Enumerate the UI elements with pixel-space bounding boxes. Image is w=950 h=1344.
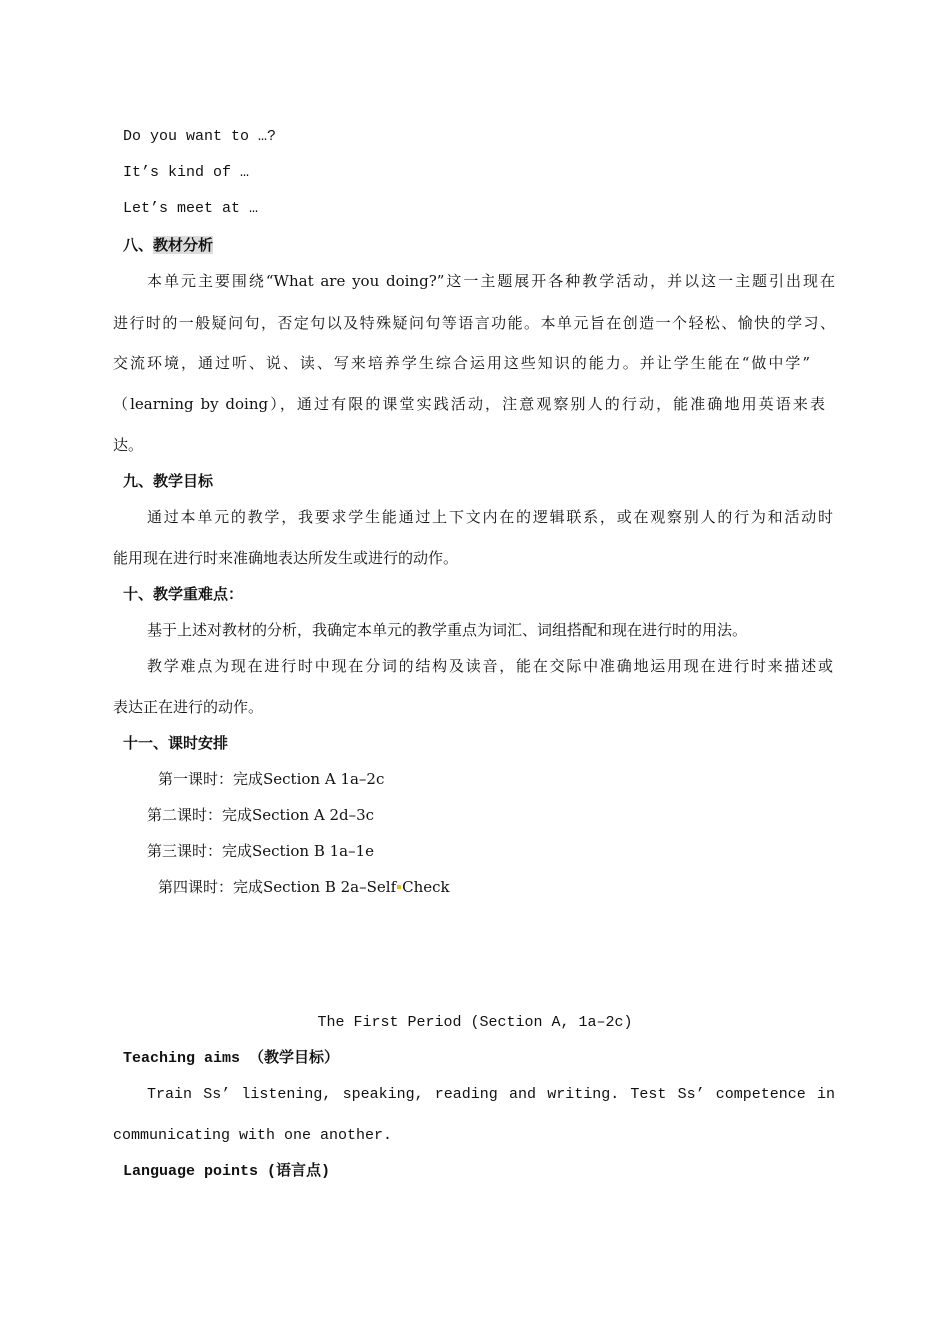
paragraph-line: 能用现在进行时来准确地表达所发生或进行的动作。 — [113, 549, 459, 567]
paragraph-line: 本单元主要围绕“What are you doing?”这一主题展开各种教学活动，并以这一主题引出现在 — [147, 272, 835, 290]
paragraph-line: 交流环境，通过听、说、读、写来培养学生综合运用这些知识的能力。并让学生能在“做中学” — [113, 354, 810, 372]
section-heading-8 — [123, 235, 213, 255]
period-item: 第二课时：完成Section A 2d–3c — [147, 806, 375, 824]
section-heading-10: 十、教学重难点： — [123, 585, 244, 603]
section-number: 八、 — [123, 236, 154, 254]
period-item — [158, 877, 450, 897]
period-item: 第三课时：完成Section B 1a–1e — [147, 842, 375, 860]
section-title-highlighted: 教材分析 — [153, 236, 214, 254]
paragraph-line: communicating with one another. — [113, 1127, 393, 1144]
language-points-heading: Language points (语言点) — [123, 1163, 331, 1180]
phrase-line: Do you want to …? — [123, 128, 277, 145]
phrase-line: It’s kind of … — [123, 164, 250, 181]
paragraph-line: （learning by doing），通过有限的课堂实践活动，注意观察别人的行动，能准确地用英语来表 — [113, 395, 825, 413]
paragraph-line: 教学难点为现在进行时中现在分词的结构及读音，能在交际中准确地运用现在进行时来描述或 — [147, 657, 833, 675]
period-title: The First Period (Section A, 1a–2c) — [317, 1014, 633, 1031]
period-item-text: Check — [402, 878, 450, 896]
phrase-line: Let’s meet at … — [123, 200, 259, 217]
paragraph-line: 基于上述对教材的分析，我确定本单元的教学重点为词汇、词组搭配和现在进行时的用法。 — [147, 621, 748, 639]
teaching-aims-heading: Teaching aims （教学目标） — [123, 1050, 340, 1067]
dot-mark — [397, 885, 401, 889]
period-item: 第一课时：完成Section A 1a–2c — [158, 770, 385, 788]
paragraph-line: 达。 — [113, 436, 144, 454]
paragraph-line: 进行时的一般疑问句，否定句以及特殊疑问句等语言功能。本单元旨在创造一个轻松、愉快的学习、 — [113, 314, 835, 332]
section-heading-11: 十一、课时安排 — [123, 734, 229, 752]
paragraph-line: 表达正在进行的动作。 — [113, 698, 264, 716]
section-heading-9: 九、教学目标 — [123, 472, 214, 490]
period-item-text: 第四课时：完成Section B 2a–Self — [158, 878, 397, 896]
paragraph-line: 通过本单元的教学，我要求学生能通过上下文内在的逻辑联系，或在观察别人的行为和活动时 — [147, 508, 833, 526]
paragraph-line: Train Ss’ listening, speaking, reading and writing. Test Ss’ competence in — [147, 1086, 835, 1103]
